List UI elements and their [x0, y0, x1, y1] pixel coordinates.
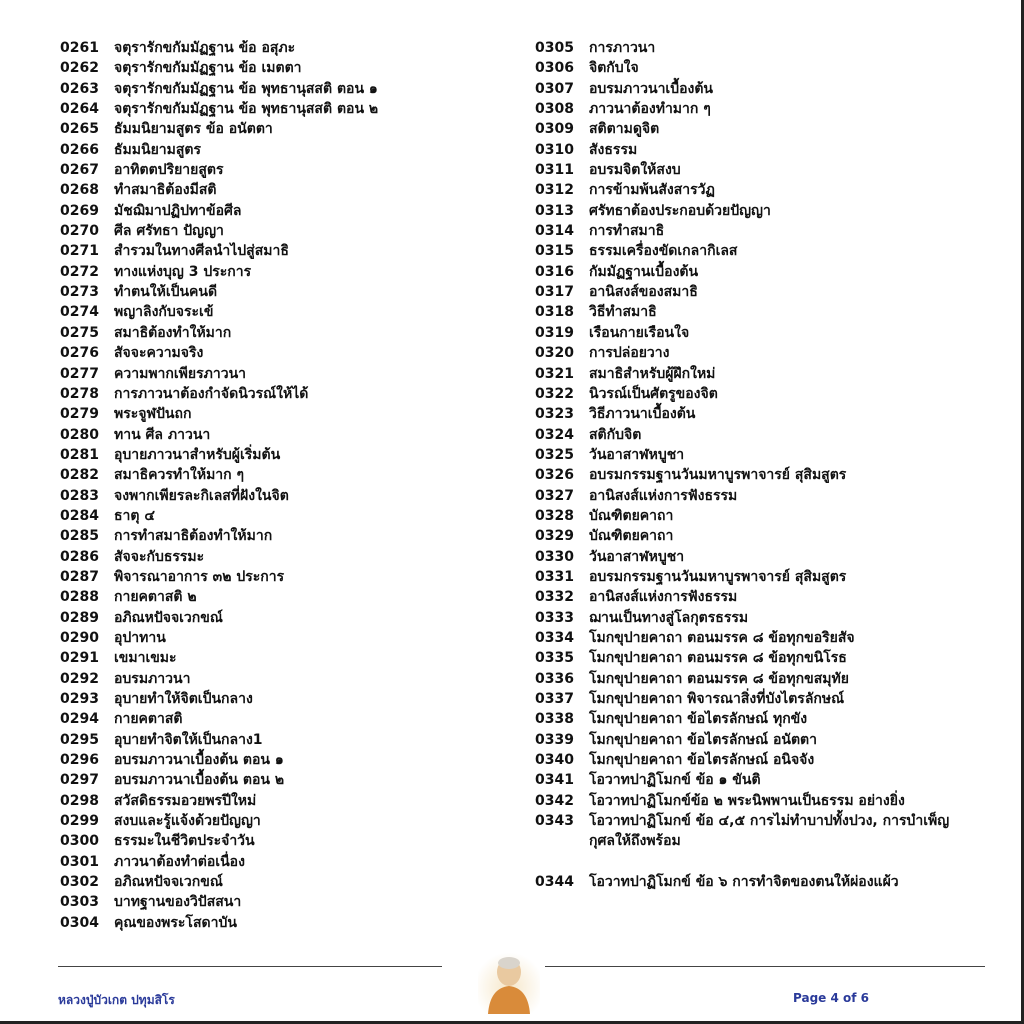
item-number: 0287	[60, 568, 99, 585]
list-item	[60, 160, 500, 180]
item-title: จตุรารักขกัมมัฏฐาน ข้อ อสุภะ	[114, 40, 296, 56]
list-item	[535, 465, 975, 485]
item-title: สังธรรม	[589, 141, 638, 158]
list-item	[535, 302, 975, 322]
item-title: สมาธิควรทำให้มาก ๆ	[114, 467, 245, 484]
list-spacer	[535, 852, 975, 872]
item-title: การทำสมาธิ	[589, 223, 665, 240]
item-number: 0269	[60, 202, 99, 219]
list-item	[535, 587, 975, 607]
item-title: วิธีทำสมาธิ	[589, 304, 657, 321]
list-item	[60, 689, 500, 709]
item-title: โมกขุปายคาถา ตอนมรรค ๘ ข้อทุกขนิโรธ	[589, 650, 847, 667]
item-title: จงพากเพียรละกิเลสที่ฝังในจิต	[114, 487, 289, 504]
list-item	[60, 486, 500, 506]
list-item	[60, 567, 500, 587]
item-title: สติกับจิต	[589, 426, 642, 443]
item-number: 0336	[535, 670, 574, 687]
item-title: อานิสงส์แห่งการฟังธรรม	[589, 589, 738, 606]
list-item	[535, 872, 975, 892]
item-title: วันอาสาฬหบูชา	[589, 548, 685, 565]
list-item	[60, 465, 500, 485]
item-title: ธรรมะในชีวิตประจำวัน	[114, 833, 255, 850]
item-title: ภาวนาต้องทำมาก ๆ	[589, 101, 711, 118]
list-item	[535, 180, 975, 200]
item-title: กายคตาสติ	[114, 711, 183, 728]
item-number: 0305	[535, 40, 574, 56]
item-title: โมกขุปายคาถา ข้อไตรลักษณ์ อนัตตา	[589, 731, 817, 748]
list-item	[60, 445, 500, 465]
item-number: 0299	[60, 813, 99, 830]
item-title: ทำสมาธิต้องมีสติ	[114, 182, 217, 199]
item-number: 0333	[535, 609, 574, 626]
item-number: 0297	[60, 772, 99, 789]
item-number: 0324	[535, 426, 574, 443]
item-title: โอวาทปาฏิโมกข์ ข้อ ๖ การทำจิตของตนให้ผ่องแผ้ว	[589, 874, 899, 891]
item-title: ศรัทธาต้องประกอบด้วยปัญญา	[589, 202, 771, 219]
list-item	[535, 730, 975, 750]
item-number: 0312	[535, 182, 574, 199]
item-number: 0300	[60, 833, 99, 850]
item-number: 0304	[60, 914, 99, 931]
list-item	[60, 750, 500, 770]
item-number: 0334	[535, 629, 574, 646]
list-item	[60, 58, 500, 78]
item-title: สวัสดิธรรมอวยพรปีใหม่	[114, 792, 257, 809]
item-number: 0307	[535, 80, 574, 97]
item-title: ทางแห่งบุญ 3 ประการ	[114, 263, 252, 280]
item-title: บาทฐานของวิปัสสนา	[114, 894, 242, 911]
list-item	[535, 262, 975, 282]
item-number: 0344	[535, 874, 574, 891]
list-item	[60, 221, 500, 241]
list-item	[60, 709, 500, 729]
list-item	[60, 119, 500, 139]
list-item	[535, 750, 975, 770]
item-number: 0284	[60, 507, 99, 524]
item-number: 0319	[535, 324, 574, 341]
footer-page-number: Page 4 of 6	[793, 991, 869, 1005]
list-item	[60, 282, 500, 302]
list-item	[535, 343, 975, 363]
item-number: 0275	[60, 324, 99, 341]
item-number: 0302	[60, 874, 99, 891]
item-number: 0327	[535, 487, 574, 504]
item-number: 0338	[535, 711, 574, 728]
list-item	[60, 180, 500, 200]
item-title: อบรมกรรมฐานวันมหาบูรพาจารย์ สุสิมสูตร	[589, 568, 847, 585]
list-item	[535, 567, 975, 587]
item-title: อภิณหปัจจเวกขณ์	[114, 874, 223, 891]
item-title: กายคตาสติ ๒	[114, 589, 197, 606]
item-title: อานิสงส์แห่งการฟังธรรม	[589, 487, 738, 504]
item-number: 0262	[60, 60, 99, 77]
list-item	[535, 425, 975, 445]
item-title: ธรรมเครื่องขัดเกลากิเลส	[589, 243, 738, 260]
right-column	[535, 38, 975, 892]
item-number: 0267	[60, 162, 99, 179]
item-number: 0326	[535, 467, 574, 484]
list-item	[535, 506, 975, 526]
item-title: ความพากเพียรภาวนา	[114, 365, 247, 382]
item-title: ธัมมนิยามสูตร	[114, 141, 202, 158]
item-title: ธาตุ ๔	[114, 507, 155, 524]
item-title: มัชฌิมาปฏิปทาข้อศีล	[114, 202, 242, 219]
item-title: พญาลิงกับจระเข้	[114, 304, 214, 321]
list-item	[60, 201, 500, 221]
list-item	[60, 730, 500, 750]
item-number: 0339	[535, 731, 574, 748]
list-item	[60, 648, 500, 668]
item-number: 0322	[535, 385, 574, 402]
list-item	[60, 38, 500, 58]
list-item	[535, 38, 975, 58]
item-number: 0321	[535, 365, 574, 382]
item-title: สัจจะความจริง	[114, 345, 204, 362]
item-number: 0289	[60, 609, 99, 626]
item-title: โมกขุปายคาถา ตอนมรรค ๘ ข้อทุกขสมุทัย	[589, 670, 849, 687]
item-number: 0308	[535, 101, 574, 118]
list-item	[60, 241, 500, 261]
item-number: 0278	[60, 385, 99, 402]
item-number: 0337	[535, 691, 574, 707]
item-number: 0323	[535, 406, 574, 423]
item-number: 0281	[60, 446, 99, 463]
list-item	[535, 282, 975, 302]
item-number: 0272	[60, 263, 99, 280]
item-number: 0317	[535, 284, 574, 301]
list-item	[535, 384, 975, 404]
item-number: 0313	[535, 202, 574, 219]
item-title: คุณของพระโสดาบัน	[114, 914, 237, 931]
item-number: 0264	[60, 101, 99, 118]
list-item	[535, 791, 975, 811]
item-number: 0277	[60, 365, 99, 382]
item-number: 0282	[60, 467, 99, 484]
footer-divider-right	[545, 966, 985, 967]
list-item	[60, 425, 500, 445]
item-title: อุบายทำให้จิตเป็นกลาง	[114, 691, 253, 707]
list-item	[535, 241, 975, 261]
item-number: 0296	[60, 752, 99, 769]
item-number: 0309	[535, 121, 574, 138]
item-title: ธัมมนิยามสูตร ข้อ อนัตตา	[114, 121, 273, 138]
item-title: อุบายภาวนาสำหรับผู้เริ่มต้น	[114, 446, 281, 463]
list-item	[60, 872, 500, 892]
item-title: สมาธิต้องทำให้มาก	[114, 324, 232, 341]
list-item	[60, 628, 500, 648]
item-number: 0320	[535, 345, 574, 362]
item-title: สัจจะกับธรรมะ	[114, 548, 205, 565]
item-title: ทำตนให้เป็นคนดี	[114, 284, 218, 301]
list-item	[535, 201, 975, 221]
item-title: อาทิตตปริยายสูตร	[114, 162, 224, 179]
item-title: วิธีภาวนาเบื้องต้น	[589, 406, 696, 423]
item-number: 0270	[60, 223, 99, 240]
item-number: 0263	[60, 80, 99, 97]
list-item	[60, 506, 500, 526]
item-title: อบรมภาวนา	[114, 670, 191, 687]
list-item	[535, 99, 975, 119]
list-item	[535, 770, 975, 790]
list-item	[60, 364, 500, 384]
item-title: การทำสมาธิต้องทำให้มาก	[114, 528, 273, 545]
item-number: 0330	[535, 548, 574, 565]
list-item	[535, 140, 975, 160]
item-title: อบรมภาวนาเบื้องต้น	[589, 80, 714, 97]
list-item	[535, 669, 975, 689]
list-item	[60, 791, 500, 811]
item-number: 0274	[60, 304, 99, 321]
list-item	[60, 99, 500, 119]
item-number: 0315	[535, 243, 574, 260]
item-number: 0342	[535, 792, 574, 809]
list-item	[60, 343, 500, 363]
monk-portrait-image	[478, 948, 540, 1014]
item-number: 0291	[60, 650, 99, 667]
list-item	[60, 547, 500, 567]
item-title: อบรมภาวนาเบื้องต้น ตอน ๒	[114, 772, 285, 789]
list-item	[60, 831, 500, 851]
item-title: โอวาทปาฏิโมกข์ข้อ ๒ พระนิพพานเป็นธรรม อย่างยิ่ง	[589, 792, 905, 809]
item-title: อบรมจิตให้สงบ	[589, 162, 681, 179]
item-number: 0301	[60, 853, 99, 870]
item-number: 0288	[60, 589, 99, 606]
item-title: ภาวนาต้องทำต่อเนื่อง	[114, 853, 245, 870]
list-item	[535, 689, 975, 709]
item-title: อบรมภาวนาเบื้องต้น ตอน ๑	[114, 752, 284, 769]
item-title: อุบายทำจิตให้เป็นกลาง1	[114, 731, 263, 748]
item-number: 0271	[60, 243, 99, 260]
item-title: วันอาสาฬหบูชา	[589, 446, 685, 463]
list-item	[60, 913, 500, 933]
item-number: 0316	[535, 263, 574, 280]
item-number: 0303	[60, 894, 99, 911]
list-item	[535, 364, 975, 384]
item-title: บัณฑิตยคาถา	[589, 507, 674, 524]
list-item	[535, 648, 975, 668]
item-title: ฌานเป็นทางสู่โลกุตรธรรม	[589, 609, 749, 626]
list-item	[60, 587, 500, 607]
item-title: สติตามดูจิต	[589, 121, 660, 138]
item-title: บัณฑิตยคาถา	[589, 528, 674, 545]
list-item	[535, 486, 975, 506]
left-column	[60, 38, 500, 933]
list-item	[535, 119, 975, 139]
item-title: สำรวมในทางศีลนำไปสู่สมาธิ	[114, 243, 289, 260]
item-title: การปล่อยวาง	[589, 345, 670, 362]
item-title: กัมมัฏฐานเบื้องต้น	[589, 263, 699, 280]
item-number: 0276	[60, 345, 99, 362]
footer-divider-left	[58, 966, 442, 967]
item-title: อภิณหปัจจเวกขณ์	[114, 609, 223, 626]
item-title: จิตกับใจ	[589, 60, 639, 77]
item-number: 0279	[60, 406, 99, 423]
item-number: 0298	[60, 792, 99, 809]
item-number: 0329	[535, 528, 574, 545]
item-number: 0328	[535, 507, 574, 524]
list-item	[535, 526, 975, 546]
item-title: การภาวนาต้องกำจัดนิวรณ์ให้ได้	[114, 385, 309, 402]
item-title: โมกขุปายคาถา พิจารณาสิ่งที่บังไตรลักษณ์	[589, 691, 845, 707]
item-number: 0343	[535, 813, 574, 830]
list-item	[535, 79, 975, 99]
list-item	[60, 669, 500, 689]
item-title: อุปาทาน	[114, 629, 166, 646]
item-number: 0332	[535, 589, 574, 606]
list-item	[535, 547, 975, 567]
item-number: 0285	[60, 528, 99, 545]
item-title: การภาวนา	[589, 40, 656, 56]
item-title: โอวาทปาฏิโมกข์ ข้อ ๔,๕ การไม่ทำบาปทั้งปวง, การบำเพ็ญกุศลให้ถึงพร้อม	[589, 813, 950, 850]
list-item	[535, 445, 975, 465]
item-title: จตุรารักขกัมมัฏฐาน ข้อ เมตตา	[114, 60, 302, 77]
list-item	[60, 892, 500, 912]
item-title: การข้ามพ้นสังสารวัฏ	[589, 182, 715, 199]
item-number: 0261	[60, 40, 99, 56]
item-number: 0273	[60, 284, 99, 301]
list-item	[60, 140, 500, 160]
item-number: 0290	[60, 629, 99, 646]
item-title: นิวรณ์เป็นศัตรูของจิต	[589, 385, 718, 402]
list-item	[535, 404, 975, 424]
list-item	[60, 811, 500, 831]
item-title: พิจารณาอาการ ๓๒ ประการ	[114, 568, 285, 585]
item-title: สมาธิสำหรับผู้ฝึกใหม่	[589, 365, 716, 382]
item-number: 0314	[535, 223, 574, 240]
list-item	[60, 852, 500, 872]
item-number: 0266	[60, 141, 99, 158]
item-title: เรือนกายเรือนใจ	[589, 324, 690, 341]
footer-author: หลวงปู่บัวเกต ปทุมสิโร	[58, 993, 175, 1007]
item-number: 0325	[535, 446, 574, 463]
list-item	[535, 811, 975, 852]
item-title: จตุรารักขกัมมัฏฐาน ข้อ พุทธานุสสติ ตอน ๒	[114, 101, 379, 118]
item-title: เขมาเขมะ	[114, 650, 177, 667]
item-title: โมกขุปายคาถา ตอนมรรค ๘ ข้อทุกขอริยสัจ	[589, 629, 855, 646]
item-number: 0311	[535, 162, 574, 179]
list-item	[535, 160, 975, 180]
item-number: 0293	[60, 691, 99, 707]
item-number: 0265	[60, 121, 99, 138]
item-title: จตุรารักขกัมมัฏฐาน ข้อ พุทธานุสสติ ตอน ๑	[114, 80, 378, 97]
item-number: 0280	[60, 426, 99, 443]
item-number: 0335	[535, 650, 574, 667]
item-number: 0306	[535, 60, 574, 77]
item-number: 0340	[535, 752, 574, 769]
list-item	[535, 323, 975, 343]
list-item	[535, 628, 975, 648]
list-item	[535, 58, 975, 78]
list-item	[60, 323, 500, 343]
item-number: 0331	[535, 568, 574, 585]
list-item	[535, 709, 975, 729]
item-title: สงบและรู้แจ้งด้วยปัญญา	[114, 813, 261, 830]
list-item	[535, 608, 975, 628]
list-item	[60, 262, 500, 282]
item-title: ศีล ศรัทธา ปัญญา	[114, 223, 224, 240]
item-number: 0294	[60, 711, 99, 728]
list-item	[60, 526, 500, 546]
item-title: โมกขุปายคาถา ข้อไตรลักษณ์ อนิจจัง	[589, 752, 815, 769]
list-item	[60, 770, 500, 790]
item-title: อบรมกรรมฐานวันมหาบูรพาจารย์ สุสิมสูตร	[589, 467, 847, 484]
item-title: โอวาทปาฏิโมกข์ ข้อ ๑ ขันติ	[589, 772, 761, 789]
list-item	[60, 384, 500, 404]
item-number: 0292	[60, 670, 99, 687]
item-title: อานิสงส์ของสมาธิ	[589, 284, 698, 301]
item-number: 0318	[535, 304, 574, 321]
list-item	[535, 221, 975, 241]
list-item	[60, 404, 500, 424]
item-number: 0310	[535, 141, 574, 158]
item-title: โมกขุปายคาถา ข้อไตรลักษณ์ ทุกขัง	[589, 711, 808, 728]
item-title: ทาน ศีล ภาวนา	[114, 426, 211, 443]
item-number: 0295	[60, 731, 99, 748]
item-number: 0286	[60, 548, 99, 565]
item-number: 0268	[60, 182, 99, 199]
list-item	[60, 608, 500, 628]
item-number: 0283	[60, 487, 99, 504]
item-number: 0341	[535, 772, 574, 789]
item-title: พระจูฬปันถก	[114, 406, 192, 423]
list-item	[60, 302, 500, 322]
list-item	[60, 79, 500, 99]
